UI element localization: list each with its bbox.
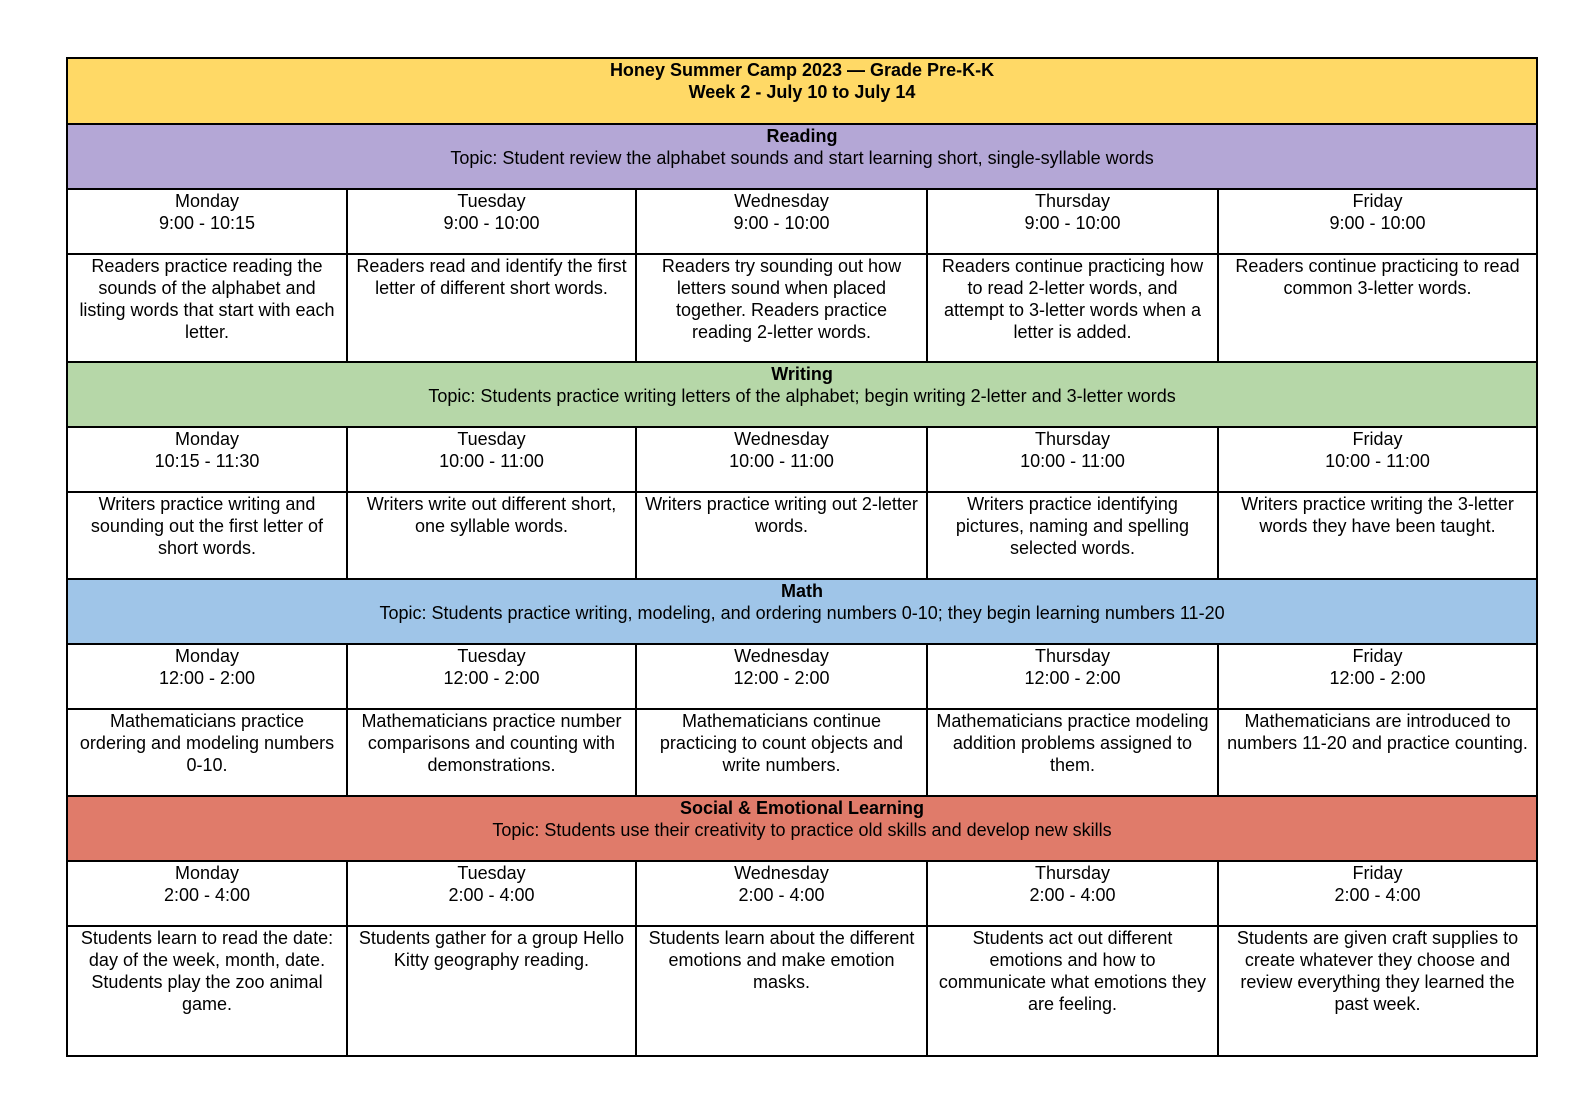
description-row-reading — [67, 254, 1537, 362]
time-slot: 12:00 - 2:00 — [443, 668, 540, 688]
description-row-math — [67, 709, 1537, 796]
day-name: Thursday — [1034, 863, 1111, 883]
time-slot: 10:00 - 11:00 — [1325, 451, 1430, 471]
day-name: Thursday — [1034, 191, 1111, 211]
activity-description: Students learn about the different emotions and make emotion masks. — [636, 926, 927, 1056]
section-subject: Writing — [771, 364, 833, 384]
day-name: Tuesday — [457, 191, 526, 211]
day-cell — [927, 427, 1218, 492]
day-cell — [636, 861, 927, 926]
section-topic: Topic: Students use their creativity to practice old skills and develop new skills — [492, 820, 1112, 840]
day-name: Monday — [174, 863, 240, 883]
description-row-writing — [67, 492, 1537, 579]
section-band — [67, 796, 1537, 861]
time-slot: 10:00 - 11:00 — [729, 451, 834, 471]
section-header-reading — [67, 124, 1537, 189]
activity-description: Writers practice writing and sounding out the first letter of short words. — [67, 492, 347, 579]
weekly-schedule-table — [66, 57, 1538, 1057]
day-name: Thursday — [1034, 429, 1111, 449]
day-name: Tuesday — [457, 429, 526, 449]
time-slot: 2:00 - 4:00 — [1029, 885, 1116, 905]
time-slot: 2:00 - 4:00 — [1334, 885, 1421, 905]
time-slot: 10:00 - 11:00 — [439, 451, 544, 471]
time-slot: 2:00 - 4:00 — [163, 885, 251, 905]
day-name: Wednesday — [734, 429, 829, 449]
day-cell — [1218, 427, 1537, 492]
time-slot: 2:00 - 4:00 — [448, 885, 535, 905]
day-cell — [636, 189, 927, 254]
day-row-sel — [67, 861, 1537, 926]
day-name: Thursday — [1034, 646, 1111, 666]
time-slot: 9:00 - 10:15 — [158, 213, 256, 233]
day-name: Tuesday — [457, 863, 526, 883]
section-topic: Topic: Students practice writing, modeling, and ordering numbers 0-10; they begin learning numbers 11-20 — [379, 603, 1225, 623]
day-row-writing — [67, 427, 1537, 492]
time-slot: 12:00 - 2:00 — [1024, 668, 1121, 688]
day-cell — [927, 644, 1218, 709]
activity-description: Writers practice identifying pictures, naming and spelling selected words. — [927, 492, 1218, 579]
activity-description: Mathematicians practice modeling addition problems assigned to them. — [927, 709, 1218, 796]
section-band — [67, 579, 1537, 644]
day-cell — [67, 427, 347, 492]
section-band — [67, 362, 1537, 427]
activity-description: Readers continue practicing how to read 2-letter words, and attempt to 3-letter words when a letter is added. — [927, 254, 1218, 362]
section-topic: Topic: Student review the alphabet sounds and start learning short, single-syllable words — [450, 148, 1154, 168]
day-name: Wednesday — [734, 863, 829, 883]
day-name: Friday — [1352, 191, 1403, 211]
day-name: Monday — [174, 429, 240, 449]
time-slot: 10:15 - 11:30 — [154, 451, 260, 471]
time-slot: 2:00 - 4:00 — [738, 885, 825, 905]
section-band — [67, 124, 1537, 189]
time-slot: 12:00 - 2:00 — [158, 668, 256, 688]
day-name: Monday — [174, 191, 240, 211]
section-subject: Reading — [766, 126, 838, 146]
activity-description: Mathematicians are introduced to numbers 11-20 and practice counting. — [1218, 709, 1537, 796]
activity-description: Readers practice reading the sounds of the alphabet and listing words that start with each letter. — [67, 254, 347, 362]
day-cell — [347, 861, 636, 926]
day-name: Wednesday — [734, 191, 829, 211]
section-subject: Social & Emotional Learning — [679, 798, 925, 818]
day-cell — [347, 427, 636, 492]
day-row-reading — [67, 189, 1537, 254]
time-slot: 10:00 - 11:00 — [1020, 451, 1125, 471]
activity-description: Writers practice writing the 3-letter words they have been taught. — [1218, 492, 1537, 579]
activity-description: Mathematicians continue practicing to count objects and write numbers. — [636, 709, 927, 796]
day-cell — [636, 644, 927, 709]
time-slot: 12:00 - 2:00 — [733, 668, 830, 688]
day-cell — [1218, 861, 1537, 926]
day-cell — [636, 427, 927, 492]
day-cell — [67, 644, 347, 709]
day-cell — [1218, 644, 1537, 709]
activity-description: Writers write out different short, one syllable words. — [347, 492, 636, 579]
activity-description: Students are given craft supplies to create whatever they choose and review everything they learned the past week. — [1218, 926, 1537, 1056]
time-slot: 9:00 - 10:00 — [1024, 213, 1121, 233]
day-cell — [927, 189, 1218, 254]
time-slot: 9:00 - 10:00 — [1329, 213, 1426, 233]
day-name: Tuesday — [457, 646, 526, 666]
section-header-math — [67, 579, 1537, 644]
time-slot: 9:00 - 10:00 — [733, 213, 830, 233]
section-topic: Topic: Students practice writing letters of the alphabet; begin writing 2-letter and 3-letter words — [428, 386, 1176, 406]
activity-description: Students learn to read the date: day of the week, month, date. Students play the zoo animal game. — [67, 926, 347, 1056]
title-row — [67, 58, 1537, 124]
day-name: Friday — [1352, 646, 1403, 666]
day-cell — [927, 861, 1218, 926]
section-subject: Math — [781, 581, 824, 601]
title-line-1: Honey Summer Camp 2023 — Grade Pre-K-K — [609, 60, 995, 80]
activity-description: Students gather for a group Hello Kitty geography reading. — [347, 926, 636, 1056]
title-line-2: Week 2 - July 10 to July 14 — [688, 82, 916, 102]
section-header-sel — [67, 796, 1537, 861]
day-cell — [347, 644, 636, 709]
section-header-writing — [67, 362, 1537, 427]
day-name: Friday — [1352, 863, 1403, 883]
description-row-sel — [67, 926, 1537, 1056]
day-name: Friday — [1352, 429, 1403, 449]
day-name: Monday — [174, 646, 240, 666]
activity-description: Readers continue practicing to read common 3-letter words. — [1218, 254, 1537, 362]
day-cell — [67, 861, 347, 926]
activity-description: Readers try sounding out how letters sound when placed together. Readers practice reading 2-letter words. — [636, 254, 927, 362]
day-name: Wednesday — [734, 646, 829, 666]
activity-description: Mathematicians practice ordering and modeling numbers 0-10. — [67, 709, 347, 796]
day-cell — [67, 189, 347, 254]
activity-description: Writers practice writing out 2-letter words. — [636, 492, 927, 579]
activity-description: Mathematicians practice number comparisons and counting with demonstrations. — [347, 709, 636, 796]
day-cell — [347, 189, 636, 254]
time-slot: 9:00 - 10:00 — [443, 213, 540, 233]
activity-description: Readers read and identify the first letter of different short words. — [347, 254, 636, 362]
time-slot: 12:00 - 2:00 — [1329, 668, 1426, 688]
day-row-math — [67, 644, 1537, 709]
activity-description: Students act out different emotions and how to communicate what emotions they are feeling. — [927, 926, 1218, 1056]
day-cell — [1218, 189, 1537, 254]
schedule-title — [67, 58, 1537, 124]
